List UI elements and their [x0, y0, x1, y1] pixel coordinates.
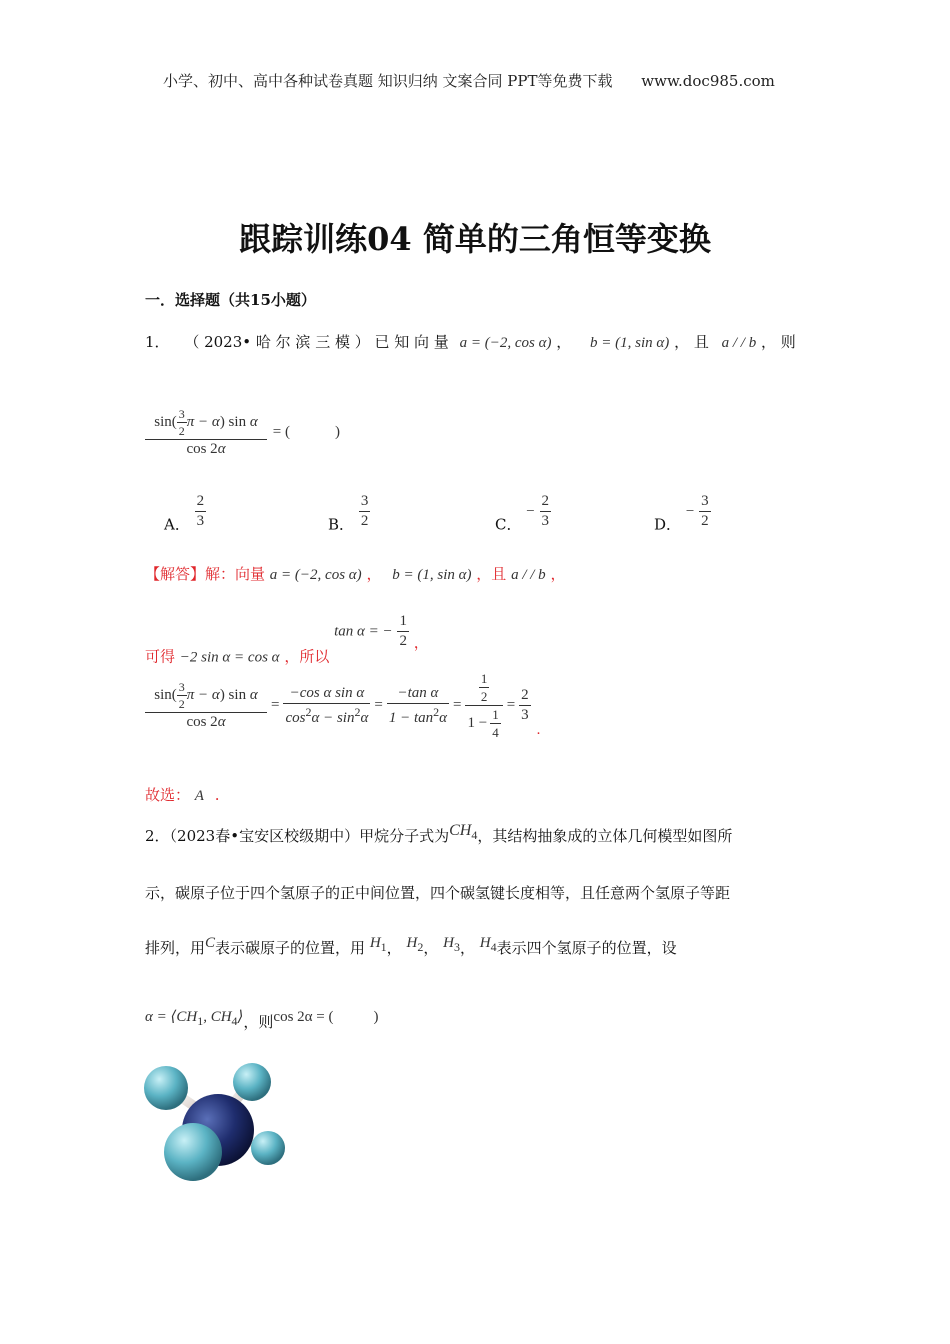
option-d-label: D．	[654, 515, 682, 534]
q2-cos-close: )	[373, 1009, 379, 1025]
q2-line1a: 2．（2023春•宝安区校级期中）甲烷分子式为	[145, 827, 450, 845]
chain-f2	[387, 686, 449, 726]
answer-comma: ，	[366, 565, 382, 583]
option-a-num: 2	[196, 493, 205, 509]
option-b-num: 3	[360, 493, 369, 509]
q2-h3: H	[443, 935, 454, 951]
option-b-label: B．	[328, 515, 355, 534]
answer-chain	[145, 672, 540, 739]
answer-vec-b: b = (1, sin α)	[392, 567, 472, 583]
header-text: 小学、初中、高中各种试卷真题 知识归纳 文案合同 PPT等免费下载	[163, 72, 613, 90]
answer-and: ，且	[476, 565, 507, 583]
page-header	[163, 70, 775, 91]
methane-model-figure	[130, 1055, 310, 1195]
chain-half-den: 2	[480, 689, 488, 704]
chain-one-minus: 1 −	[467, 715, 488, 731]
chain-f2-den-a: 1 − tan	[388, 709, 434, 726]
q2-h2: H	[406, 935, 418, 951]
q1-vec-b: b = (1, sin α)	[590, 335, 670, 351]
q2-alpha-mid: , CH	[203, 1009, 232, 1025]
q1-expr-eq: = ( )	[272, 423, 340, 440]
chain-sq-1: 2	[305, 704, 312, 719]
q2-alpha-sub1: 1	[197, 1014, 204, 1028]
q2-line3c: 表示四个氢原子的位置，设	[496, 939, 677, 957]
q2-c: C	[205, 935, 216, 951]
q2-h2-sub: 2	[417, 940, 424, 954]
tan-den: 2	[399, 633, 407, 649]
chain-res-num: 2	[521, 687, 529, 703]
chain-res-den: 3	[521, 707, 529, 723]
chain-end: .	[536, 722, 541, 738]
q2-sep-1: ，	[386, 939, 402, 957]
q2-line-1	[145, 822, 732, 846]
line2-prefix: 可得	[145, 647, 176, 666]
chain-f1	[283, 686, 370, 726]
answer-line-2	[145, 614, 429, 667]
q1-parallel: a / / b	[721, 335, 757, 351]
answer-choice	[145, 784, 220, 805]
line2-expr: −2 sin α = cos α	[179, 649, 280, 666]
option-c-num: 2	[541, 493, 550, 509]
q2-alpha-expr: α = ⟨CH	[145, 1009, 198, 1025]
chain-f2-num: −tan α	[397, 684, 439, 701]
q2-h1: H	[369, 935, 381, 951]
q2-line1b: ，其结构抽象成的立体几何模型如图所	[477, 827, 733, 845]
chain-q-num: 1	[492, 707, 499, 722]
q2-h4-sub: 4	[490, 940, 497, 954]
option-c-sign: −	[526, 503, 535, 520]
option-d[interactable]	[654, 494, 711, 535]
option-c-label: C．	[495, 515, 522, 534]
q2-alpha-close: ⟩	[237, 1009, 244, 1025]
chain-eq-2: =	[374, 697, 383, 713]
chain-f1-den-a: cos	[285, 709, 306, 726]
q2-line-2: 示，碳原子位于四个氢原子的正中间位置，四个碳氢键长度相等，且任意两个氢原子等距	[145, 884, 731, 902]
header-site: www.doc985.com	[641, 72, 775, 90]
line2-mid: ，所以	[284, 647, 330, 666]
choice-end: .	[214, 786, 220, 804]
option-d-den: 2	[701, 513, 709, 529]
q2-line4-mid: ，则	[243, 1013, 274, 1031]
chain-result	[519, 688, 531, 723]
option-c[interactable]	[495, 494, 551, 535]
option-a-label: A．	[164, 515, 190, 534]
option-b[interactable]	[328, 494, 370, 535]
option-c-den: 3	[541, 513, 550, 529]
chain-lhs: sin( $\frac{3}{2}$ π − α) sin α cos 2α	[145, 681, 267, 730]
chain-eq-3: =	[453, 697, 462, 713]
q2-sep-2: ，	[423, 939, 439, 957]
q2-sep-3: ，	[459, 939, 475, 957]
answer-line-1	[145, 563, 565, 584]
chain-f1-den-c: α	[360, 709, 369, 726]
option-a[interactable]	[164, 494, 206, 535]
choice-value: A	[194, 788, 204, 804]
chain-f1-den-b: α − sin	[311, 709, 355, 726]
choice-prefix: 故选：	[145, 786, 191, 804]
q1-number: 1．	[145, 333, 170, 351]
q1-vec-a: a = (−2, cos α)	[459, 335, 552, 351]
option-d-num: 3	[701, 493, 709, 509]
option-a-den: 3	[196, 513, 205, 529]
chain-eq-1: =	[271, 697, 280, 713]
q2-line-4	[145, 1007, 378, 1032]
line2-end: ，	[413, 633, 429, 652]
q2-ch4-sub: 4	[471, 828, 478, 843]
q1-sep3: ， 则	[761, 333, 796, 351]
q1-sep2: ， 且	[674, 333, 709, 351]
q1-line	[145, 331, 796, 352]
option-b-den: 2	[360, 513, 369, 529]
chain-sq-3: 2	[433, 704, 440, 719]
hydrogen-atom-2	[233, 1063, 271, 1101]
q2-h3-sub: 3	[453, 940, 460, 954]
answer-vec-a: a = (−2, cos α)	[269, 567, 362, 583]
chain-f1-num: −cos α sin α	[289, 684, 365, 701]
answer-end: ，	[550, 565, 566, 583]
q2-h1-sub: 1	[380, 940, 387, 954]
q1-expression	[145, 408, 340, 457]
chain-q-den: 4	[492, 725, 499, 740]
section-heading: 一．选择题（共15小题）	[145, 291, 316, 309]
three-halves: $\frac{3}{2}$	[178, 407, 185, 438]
q2-cos-expr: cos 2α = (	[273, 1009, 334, 1025]
answer-prefix: 【解答】解：向量	[145, 565, 266, 583]
q2-ch4: CH	[449, 822, 472, 839]
q1-main-fraction: sin( $\frac{3}{2}$ π − α) sin α cos 2α	[145, 408, 267, 457]
tan-num: 1	[399, 613, 407, 629]
q2-line3b: 表示碳原子的位置，用	[215, 939, 366, 957]
chain-f2-den-b: α	[439, 709, 447, 726]
option-d-sign: −	[685, 503, 695, 520]
q2-line-3	[145, 935, 677, 958]
q2-alpha-sub4: 4	[231, 1014, 238, 1028]
chain-half-num: 1	[480, 671, 488, 686]
q2-line3a: 排列，用	[145, 939, 206, 957]
chain-eq-4: =	[506, 697, 516, 713]
chain-f3	[465, 672, 502, 739]
chain-sq-2: 2	[354, 704, 361, 719]
answer-parallel: a / / b	[511, 567, 546, 583]
hydrogen-atom-1	[144, 1066, 188, 1110]
q1-sep1: ，	[556, 333, 572, 351]
hydrogen-atom-3	[164, 1123, 222, 1181]
hydrogen-atom-4	[251, 1131, 285, 1165]
q1-source: （ 2023• 哈 尔 滨 三 模 ） 已 知 向 量	[184, 333, 449, 351]
tan-expr: tan α = −	[334, 623, 393, 640]
q2-h4: H	[479, 935, 491, 951]
page-title: 跟踪训练04 简单的三角恒等变换	[239, 220, 711, 258]
